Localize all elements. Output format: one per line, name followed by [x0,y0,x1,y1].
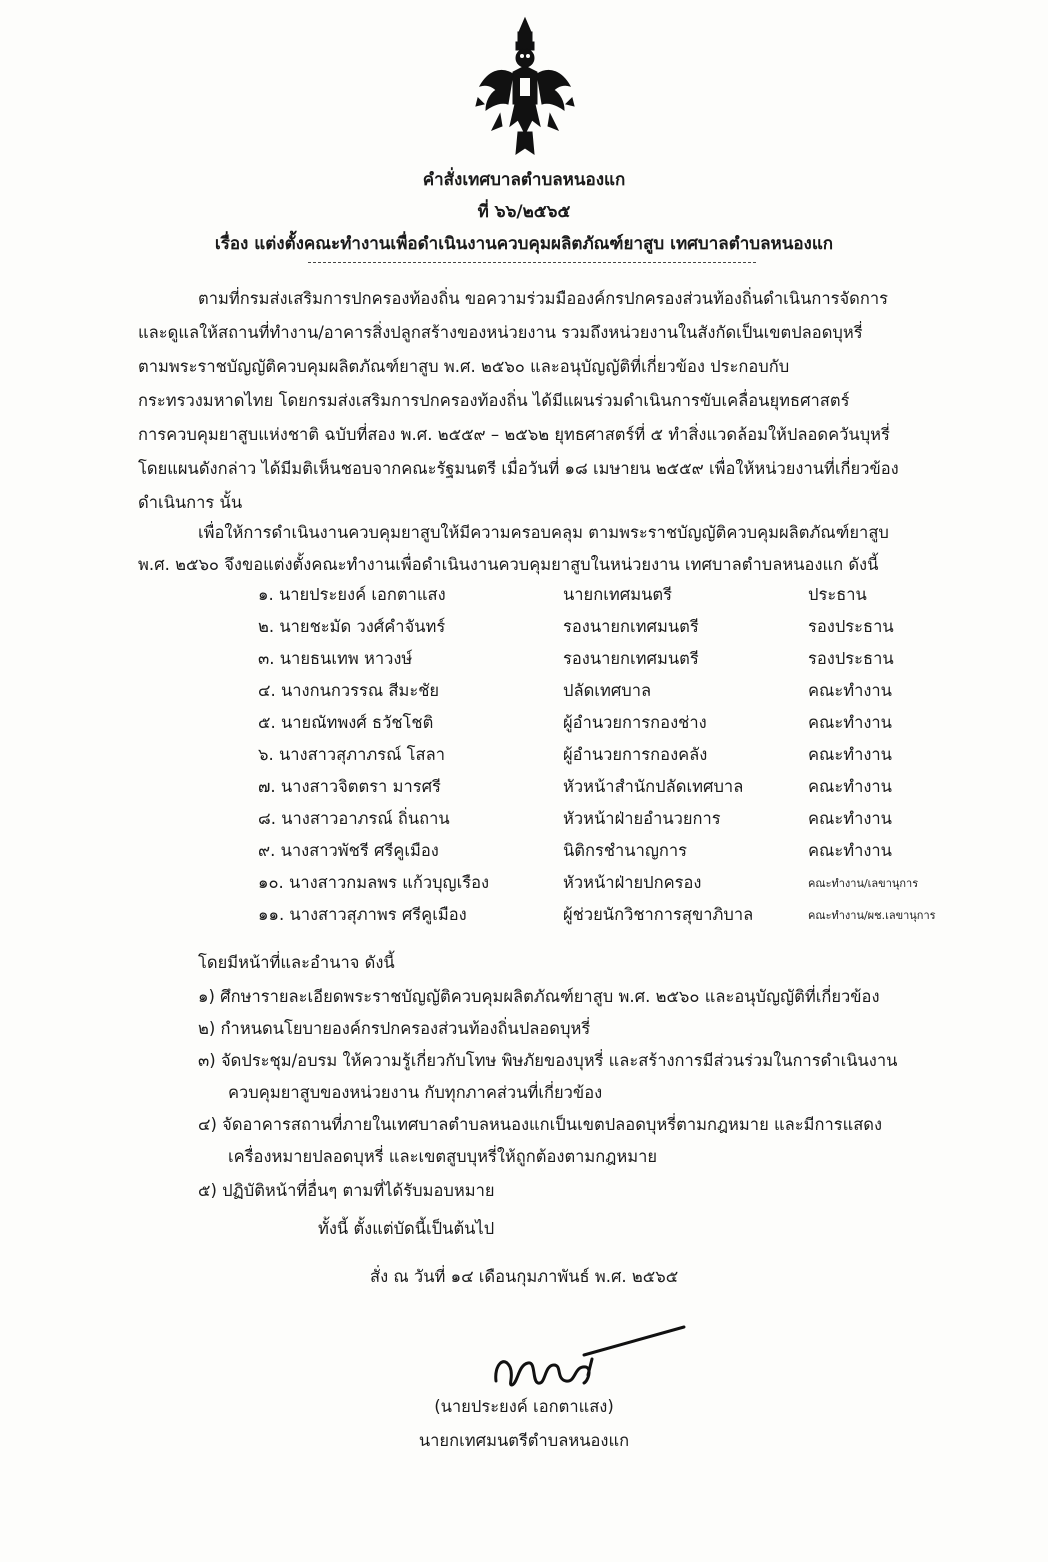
signatory-name: (นายประยงค์ เอกตาแสง) [434,1397,614,1416]
member-position: ผู้อำนวยการกองคลัง [563,745,708,764]
member-name: ๓. นายธนเทพ หาวงษ์ [258,649,413,668]
member-role: คณะทำงาน [808,809,892,828]
member-role: คณะทำงาน [808,841,892,860]
paragraph-1-line: ตามที่กรมส่งเสริมการปกครองท้องถิ่น ขอความร่วมมือองค์กรปกครองส่วนท้องถิ่นดำเนินการจัดการ [198,289,888,308]
team-member-row [0,870,1048,900]
paragraph-1-line: โดยแผนดังกล่าว ได้มีมติเห็นชอบจากคณะรัฐมนตรี เมื่อวันที่ ๑๘ เมษายน ๒๕๕๙ เพื่อให้หน่วยงานที่เกี่ยวข้อง [138,459,899,478]
team-member-row [0,710,1048,740]
duties-intro: โดยมีหน้าที่และอำนาจ ดังนี้ [198,953,395,972]
duty-item-continuation: ควบคุมยาสูบของหน่วยงาน กับทุกภาคส่วนที่เกี่ยวข้อง [228,1083,603,1102]
member-role: รองประธาน [808,649,894,668]
member-name: ๙. นางสาวพัชรี ศรีคูเมือง [258,841,439,860]
team-member-row [0,646,1048,676]
team-member-row [0,774,1048,804]
order-number: ที่ ๖๖/๒๕๖๕ [477,202,571,222]
duty-item-continuation: เครื่องหมายปลอดบุหรี่ และเขตสูบบุหรี่ให้ถูกต้องตามกฎหมาย [228,1147,658,1166]
member-name: ๑๑. นางสาวสุภาพร ศรีคูเมือง [258,905,467,924]
member-name: ๗. นางสาวจิตตรา มารศรี [258,777,441,796]
team-member-row [0,742,1048,772]
member-position: นิติกรชำนาญการ [563,841,688,860]
member-role: คณะทำงาน/ผช.เลขานุการ [808,909,936,922]
member-position: หัวหน้าฝ่ายอำนวยการ [563,809,721,828]
member-name: ๔. นางกนกวรรณ สีมะชัย [258,681,440,700]
member-role: คณะทำงาน/เลขานุการ [808,877,919,890]
garuda-emblem-icon [470,14,580,164]
member-name: ๖. นางสาวสุภาภรณ์ โสลา [258,745,445,764]
team-member-row [0,806,1048,836]
order-subject: เรื่อง แต่งตั้งคณะทำงานเพื่อดำเนินงานควบคุมผลิตภัณฑ์ยาสูบ เทศบาลตำบลหนองแก [214,234,834,254]
member-name: ๕. นายณัทพงศ์ ธวัชโชติ [258,713,434,732]
member-position: ผู้อำนวยการกองช่าง [563,713,707,732]
member-name: ๑๐. นางสาวกมลพร แก้วบุญเรือง [258,873,490,892]
member-position: รองนายกเทศมนตรี [563,649,699,668]
member-role: ประธาน [808,585,867,604]
member-role: คณะทำงาน [808,681,892,700]
duty-item: ๑) ศึกษารายละเอียดพระราชบัญญัติควบคุมผลิตภัณฑ์ยาสูบ พ.ศ. ๒๕๖๐ และอนุบัญญัติที่เกี่ยวข้อง [198,987,880,1006]
member-name: ๘. นางสาวอาภรณ์ ถิ่นถาน [258,809,450,828]
member-name: ๒. นายชะมัด วงศ์คำจันทร์ [258,617,446,636]
team-member-row [0,614,1048,644]
separator-line [308,262,756,263]
member-position: หัวหน้าสำนักปลัดเทศบาล [563,777,744,796]
order-title: คำสั่งเทศบาลตำบลหนองแก [422,170,626,190]
handwritten-signature [488,1325,688,1395]
paragraph-2-line: เพื่อให้การดำเนินงานควบคุมยาสูบให้มีความครอบคลุม ตามพระราชบัญญัติควบคุมผลิตภัณฑ์ยาสูบ [198,523,889,542]
order-date: สั่ง ณ วันที่ ๑๔ เดือนกุมภาพันธ์ พ.ศ. ๒๕๖๕ [370,1267,679,1286]
effective-statement: ทั้งนี้ ตั้งแต่บัดนี้เป็นต้นไป [318,1219,495,1238]
member-position: นายกเทศมนตรี [563,585,672,604]
paragraph-2-line: พ.ศ. ๒๕๖๐ จึงขอแต่งตั้งคณะทำงานเพื่อดำเนินงานควบคุมยาสูบในหน่วยงาน เทศบาลตำบลหนองแก ดังนี้ [138,555,879,574]
paragraph-1-line: กระทรวงมหาดไทย โดยกรมส่งเสริมการปกครองท้องถิ่น ได้มีแผนร่วมดำเนินการขับเคลื่อนยุทธศาสตร์ [138,391,850,410]
member-role: คณะทำงาน [808,713,892,732]
member-role: คณะทำงาน [808,777,892,796]
duty-item: ๕) ปฏิบัติหน้าที่อื่นๆ ตามที่ได้รับมอบหมาย [198,1181,495,1200]
paragraph-1-line: ตามพระราชบัญญัติควบคุมผลิตภัณฑ์ยาสูบ พ.ศ. ๒๕๖๐ และอนุบัญญัติที่เกี่ยวข้อง ประกอบกับ [138,357,790,376]
paragraph-1-line: ดำเนินการ นั้น [138,493,243,512]
duty-item: ๒) กำหนดนโยบายองค์กรปกครองส่วนท้องถิ่นปลอดบุหรี่ [198,1019,591,1038]
signatory-title: นายกเทศมนตรีตำบลหนองแก [418,1431,630,1450]
member-position: ปลัดเทศบาล [563,681,652,700]
team-member-row [0,902,1048,932]
member-position: หัวหน้าฝ่ายปกครอง [563,873,702,892]
member-role: รองประธาน [808,617,894,636]
team-member-row [0,838,1048,868]
duty-item: ๔) จัดอาคารสถานที่ภายในเทศบาลตำบลหนองแกเป็นเขตปลอดบุหรี่ตามกฎหมาย และมีการแสดง [198,1115,883,1134]
member-name: ๑. นายประยงค์ เอกตาแสง [258,585,446,604]
member-position: ผู้ช่วยนักวิชาการสุขาภิบาล [563,905,754,924]
team-member-row [0,582,1048,612]
member-role: คณะทำงาน [808,745,892,764]
paragraph-1-line: และดูแลให้สถานที่ทำงาน/อาคารสิ่งปลูกสร้างของหน่วยงาน รวมถึงหน่วยงานในสังกัดเป็นเขตปลอดบุหรี่ [138,323,863,342]
paragraph-1-line: การควบคุมยาสูบแห่งชาติ ฉบับที่สอง พ.ศ. ๒๕๕๙ – ๒๕๖๒ ยุทธศาสตร์ที่ ๕ ทำสิ่งแวดล้อมให้ปลอดควันบุหรี่ [138,425,890,444]
duty-item: ๓) จัดประชุม/อบรม ให้ความรู้เกี่ยวกับโทษ พิษภัยของบุหรี่ และสร้างการมีส่วนร่วมในการดำเนินงาน [198,1051,898,1070]
member-position: รองนายกเทศมนตรี [563,617,699,636]
team-member-row [0,678,1048,708]
